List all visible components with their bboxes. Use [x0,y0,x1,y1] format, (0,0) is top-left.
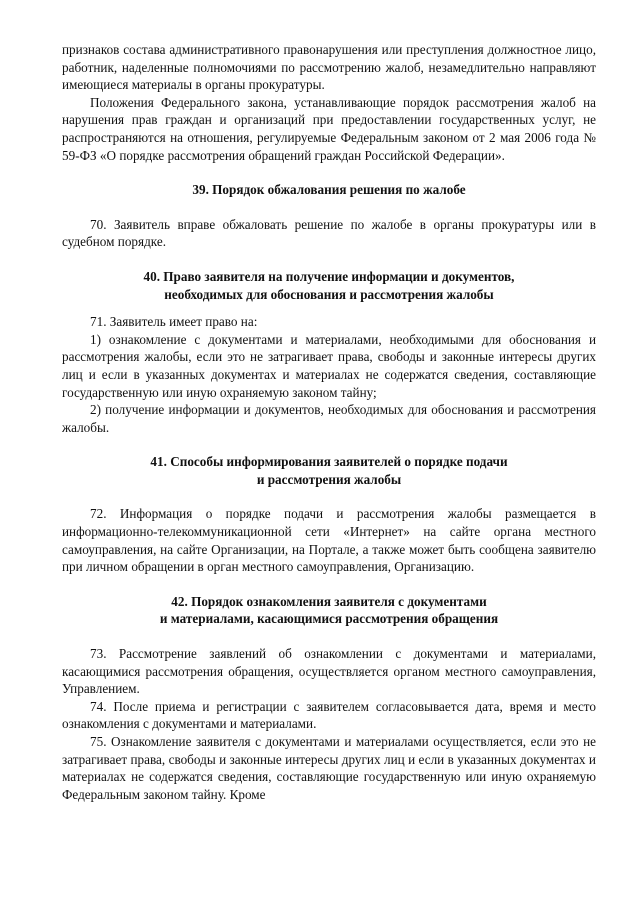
section-39-heading: 39. Порядок обжалования решения по жалобе [192,182,466,198]
paragraph-70: 70. Заявитель вправе обжаловать решение по жалобе в органы прокуратуры или в судебном порядке. [62,216,596,250]
paragraph-73: 73. Рассмотрение заявлений об ознакомлении с документами и материалами, касающимися рассмотрения обращения, осуществляется органом местного самоуправления, Управлением. [62,646,596,697]
section-41-heading-line-1: 41. Способы информирования заявителей о порядке подачи [150,454,508,470]
paragraph-71-item-2: 2) получение информации и документов, необходимых для обоснования и рассмотрения жалобы. [62,402,596,435]
section-41-heading [62,453,596,488]
section-42-heading-line-2: и материалами, касающимися рассмотрения обращения [159,611,499,627]
paragraph-71-item-1: 1) ознакомление с документами и материалами, необходимыми для обоснования и рассмотрения жалобы, если это не затрагивает права, свободы и законные интересы других лиц и если в указанных документах и материалах не содержатся сведения, составляющие государственную или иную охраняемую законом тайну; [62,331,596,400]
document-page [62,41,596,803]
paragraph-74: 74. После приема и регистрации с заявителем согласовывается дата, время и место ознакомления с документами и материалами. [62,698,596,732]
paragraph-federal-law-note: Положения Федерального закона, устанавливающие порядок рассмотрения жалоб на нарушения прав граждан и организаций при предоставлении государственных услуг, не распространяются на отношения, регулируемые Федеральным законом от 2 мая 2006 года № 59-ФЗ «О порядке рассмотрения обращений граждан Российской Федерации». [62,94,596,163]
section-40-heading-line-1: 40. Право заявителя на получение информации и документов, [143,268,515,284]
paragraph-71: 71. Заявитель имеет право на: [90,314,258,330]
section-40-heading [62,268,596,303]
paragraph-intro-continuation: признаков состава административного правонарушения или преступления должностное лицо, работник, наделенные полномочиями по рассмотрению жалоб, незамедлительно направляют имеющиеся материалы в органы прокуратуры. [62,42,596,93]
paragraph-72: 72. Информация о порядке подачи и рассмотрения жалобы размещается в информационно-телекоммуникационной сети «Интернет» на сайте органа местного самоуправления, на сайте Организации, на Портале, а также может быть сообщена заявителю при личном обращении в орган местного самоуправления, Организацию. [62,506,596,575]
section-42-heading [62,593,596,628]
paragraph-75: 75. Ознакомление заявителя с документами и материалами осуществляется, если это не затрагивает права, свободы и законные интересы других лиц и если в указанных документах и материалах не содержатся сведения, составляющие государственную или иную охраняемую Федеральным законом тайну. Кроме [62,734,596,802]
section-41-heading-line-2: и рассмотрения жалобы [256,471,402,487]
section-40-heading-line-2: необходимых для обоснования и рассмотрения жалобы [164,286,494,302]
section-42-heading-line-1: 42. Порядок ознакомления заявителя с документами [171,593,487,609]
